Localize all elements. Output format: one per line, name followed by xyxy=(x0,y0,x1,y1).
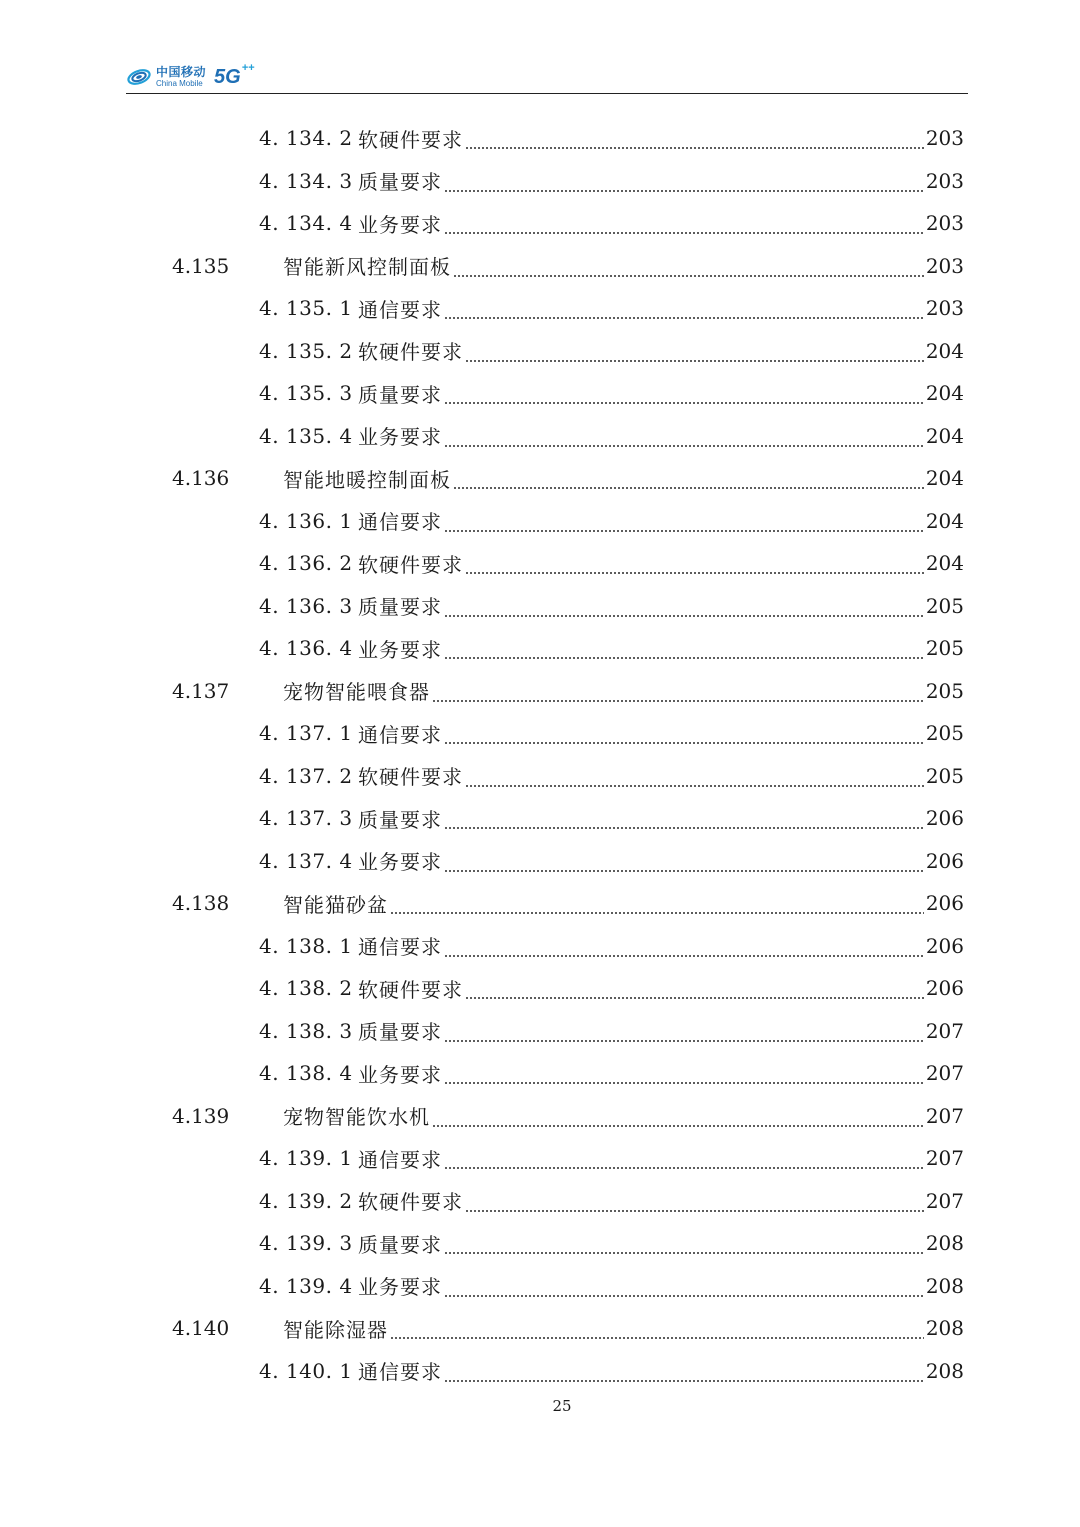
toc-dot-leader xyxy=(444,1282,924,1298)
toc-entry-title: 业务要求 xyxy=(358,1062,442,1087)
toc-entry-number: 4. 139. 3 xyxy=(259,1231,353,1256)
toc-dot-leader xyxy=(444,177,924,193)
toc-entry-page: 208 xyxy=(925,1231,964,1256)
toc-entry[interactable] xyxy=(172,500,964,543)
toc-entry-number: 4.137 xyxy=(172,678,230,703)
toc-entry[interactable] xyxy=(172,797,964,840)
toc-dot-leader xyxy=(444,942,924,958)
toc-entry[interactable] xyxy=(172,840,964,883)
toc-entry[interactable] xyxy=(172,1052,964,1095)
toc-entry-title: 质量要求 xyxy=(358,1020,442,1045)
toc-dot-leader xyxy=(465,984,924,1000)
toc-entry-number: 4.139 xyxy=(172,1103,230,1128)
toc-entry-title: 软硬件要求 xyxy=(358,340,463,365)
toc-entry[interactable] xyxy=(172,287,964,330)
toc-entry-title: 软硬件要求 xyxy=(358,552,463,577)
toc-entry-title: 业务要求 xyxy=(358,1275,442,1300)
toc-entry-number: 4.136 xyxy=(172,466,230,491)
toc-entry[interactable] xyxy=(172,117,964,160)
toc-entry[interactable] xyxy=(172,457,964,500)
page-number: 25 xyxy=(552,1397,572,1415)
toc-dot-leader xyxy=(444,432,924,448)
toc-entry-title: 软硬件要求 xyxy=(358,765,463,790)
toc-dot-leader xyxy=(444,1027,924,1043)
toc-entry-number: 4. 137. 3 xyxy=(259,806,353,831)
toc-entry[interactable] xyxy=(172,415,964,458)
toc-entry-number: 4. 136. 1 xyxy=(259,508,353,533)
toc-entry-number: 4. 138. 4 xyxy=(259,1061,353,1086)
toc-entry-page: 204 xyxy=(925,381,964,406)
toc-dot-leader xyxy=(465,1197,924,1213)
toc-entry-page: 204 xyxy=(925,338,964,363)
toc-entry-title: 质量要求 xyxy=(358,1232,442,1257)
toc-entry-page: 206 xyxy=(925,976,964,1001)
toc-entry[interactable] xyxy=(172,330,964,373)
logo-english-name: China Mobile xyxy=(156,79,203,88)
page-header xyxy=(126,58,968,94)
toc-entry[interactable] xyxy=(172,755,964,798)
toc-entry[interactable] xyxy=(172,1222,964,1265)
toc-entry[interactable] xyxy=(172,245,964,288)
toc-entry-title: 通信要求 xyxy=(358,297,442,322)
toc-dot-leader xyxy=(444,517,924,533)
toc-entry-page: 204 xyxy=(925,466,964,491)
toc-entry-title: 业务要求 xyxy=(358,850,442,875)
china-mobile-swirl-icon xyxy=(126,64,152,90)
toc-entry-page: 207 xyxy=(925,1146,964,1171)
toc-entry-number: 4. 138. 3 xyxy=(259,1018,353,1043)
toc-entry-number: 4. 136. 3 xyxy=(259,593,353,618)
toc-entry-title: 智能地暖控制面板 xyxy=(283,467,451,492)
toc-entry-title: 通信要求 xyxy=(358,935,442,960)
toc-entry-page: 206 xyxy=(925,891,964,916)
toc-entry-number: 4. 134. 2 xyxy=(259,126,353,151)
toc-dot-leader xyxy=(465,134,924,150)
toc-entry-number: 4.138 xyxy=(172,891,230,916)
toc-entry-title: 智能新风控制面板 xyxy=(283,255,451,280)
toc-entry-number: 4. 135. 4 xyxy=(259,423,353,448)
toc-entry[interactable] xyxy=(172,1180,964,1223)
toc-entry-title: 业务要求 xyxy=(358,212,442,237)
toc-entry-title: 通信要求 xyxy=(358,1360,442,1385)
toc-entry-number: 4. 135. 2 xyxy=(259,338,353,363)
toc-dot-leader xyxy=(444,304,924,320)
toc-dot-leader xyxy=(465,559,924,575)
toc-entry-page: 206 xyxy=(925,806,964,831)
toc-entry-page: 208 xyxy=(925,1273,964,1298)
toc-entry-page: 204 xyxy=(925,508,964,533)
logo-plus-mark: ++ xyxy=(241,61,255,74)
table-of-contents xyxy=(172,117,964,1392)
toc-entry-title: 软硬件要求 xyxy=(358,1190,463,1215)
toc-dot-leader xyxy=(444,814,924,830)
toc-entry-number: 4. 136. 4 xyxy=(259,636,353,661)
toc-entry[interactable] xyxy=(172,1350,964,1393)
toc-entry-number: 4. 139. 4 xyxy=(259,1273,353,1298)
toc-entry-title: 质量要求 xyxy=(358,807,442,832)
toc-entry-page: 205 xyxy=(925,678,964,703)
toc-entry[interactable] xyxy=(172,1095,964,1138)
toc-entry-page: 203 xyxy=(925,296,964,321)
toc-dot-leader xyxy=(444,1154,924,1170)
toc-entry-page: 205 xyxy=(925,636,964,661)
toc-entry[interactable] xyxy=(172,202,964,245)
toc-entry-number: 4. 135. 3 xyxy=(259,381,353,406)
toc-dot-leader xyxy=(390,899,924,915)
toc-entry-title: 宠物智能喂食器 xyxy=(283,680,430,705)
toc-dot-leader xyxy=(444,602,924,618)
toc-entry-number: 4. 139. 2 xyxy=(259,1188,353,1213)
toc-entry-page: 206 xyxy=(925,848,964,873)
toc-entry-number: 4. 137. 1 xyxy=(259,721,353,746)
toc-entry-number: 4.140 xyxy=(172,1316,230,1341)
toc-entry-number: 4. 139. 1 xyxy=(259,1146,353,1171)
toc-entry-number: 4.135 xyxy=(172,253,230,278)
toc-dot-leader xyxy=(465,772,924,788)
toc-entry[interactable] xyxy=(172,1307,964,1350)
logo-chinese-name: 中国移动 xyxy=(156,65,207,79)
toc-entry-title: 宠物智能饮水机 xyxy=(283,1105,430,1130)
toc-dot-leader xyxy=(444,729,924,745)
toc-entry[interactable] xyxy=(172,882,964,925)
toc-entry-title: 智能除湿器 xyxy=(283,1317,388,1342)
toc-entry-title: 质量要求 xyxy=(358,382,442,407)
toc-dot-leader xyxy=(453,474,924,490)
toc-entry[interactable] xyxy=(172,1137,964,1180)
toc-entry-title: 质量要求 xyxy=(358,595,442,620)
logo-5g-mark: 5G ++ xyxy=(214,61,255,88)
toc-entry[interactable] xyxy=(172,542,964,585)
toc-entry-title: 智能猫砂盆 xyxy=(283,892,388,917)
toc-entry-title: 软硬件要求 xyxy=(358,977,463,1002)
toc-entry-title: 通信要求 xyxy=(358,510,442,535)
toc-entry-page: 206 xyxy=(925,933,964,958)
toc-entry[interactable] xyxy=(172,712,964,755)
toc-entry-page: 204 xyxy=(925,551,964,576)
toc-entry[interactable] xyxy=(172,160,964,203)
toc-entry-page: 203 xyxy=(925,126,964,151)
toc-entry-page: 203 xyxy=(925,168,964,193)
toc-entry-number: 4. 140. 1 xyxy=(259,1358,353,1383)
toc-entry-title: 质量要求 xyxy=(358,170,442,195)
toc-entry-number: 4. 135. 1 xyxy=(259,296,353,321)
toc-entry-page: 205 xyxy=(925,763,964,788)
toc-dot-leader xyxy=(465,347,924,363)
toc-entry[interactable] xyxy=(172,627,964,670)
toc-entry-number: 4. 134. 3 xyxy=(259,168,353,193)
toc-entry-title: 业务要求 xyxy=(358,637,442,662)
toc-entry[interactable] xyxy=(172,372,964,415)
toc-dot-leader xyxy=(444,219,924,235)
toc-entry-page: 203 xyxy=(925,253,964,278)
toc-dot-leader xyxy=(444,1367,924,1383)
toc-entry[interactable] xyxy=(172,1265,964,1308)
toc-entry-page: 203 xyxy=(925,211,964,236)
toc-entry-number: 4. 138. 2 xyxy=(259,976,353,1001)
toc-entry-page: 208 xyxy=(925,1358,964,1383)
toc-entry[interactable] xyxy=(172,670,964,713)
toc-entry-page: 207 xyxy=(925,1018,964,1043)
toc-entry-number: 4. 136. 2 xyxy=(259,551,353,576)
toc-entry-page: 208 xyxy=(925,1316,964,1341)
header-divider xyxy=(126,93,968,94)
toc-entry-page: 207 xyxy=(925,1103,964,1128)
toc-entry[interactable] xyxy=(172,967,964,1010)
toc-entry-number: 4. 138. 1 xyxy=(259,933,353,958)
toc-dot-leader xyxy=(390,1324,924,1340)
china-mobile-logo xyxy=(126,61,255,92)
toc-entry-page: 207 xyxy=(925,1188,964,1213)
toc-dot-leader xyxy=(444,1069,924,1085)
toc-entry[interactable] xyxy=(172,925,964,968)
toc-dot-leader xyxy=(444,644,924,660)
toc-entry-number: 4. 134. 4 xyxy=(259,211,353,236)
toc-entry[interactable] xyxy=(172,585,964,628)
toc-entry-page: 205 xyxy=(925,593,964,618)
toc-entry-title: 业务要求 xyxy=(358,425,442,450)
toc-dot-leader xyxy=(432,1112,924,1128)
toc-dot-leader xyxy=(444,389,924,405)
toc-entry-title: 通信要求 xyxy=(358,722,442,747)
toc-dot-leader xyxy=(444,857,924,873)
toc-entry-number: 4. 137. 2 xyxy=(259,763,353,788)
toc-entry-page: 204 xyxy=(925,423,964,448)
toc-entry[interactable] xyxy=(172,1010,964,1053)
toc-dot-leader xyxy=(444,1239,924,1255)
toc-entry-title: 通信要求 xyxy=(358,1147,442,1172)
toc-entry-page: 205 xyxy=(925,721,964,746)
toc-dot-leader xyxy=(453,262,924,278)
toc-dot-leader xyxy=(432,687,924,703)
toc-entry-title: 软硬件要求 xyxy=(358,127,463,152)
toc-entry-page: 207 xyxy=(925,1061,964,1086)
toc-entry-number: 4. 137. 4 xyxy=(259,848,353,873)
